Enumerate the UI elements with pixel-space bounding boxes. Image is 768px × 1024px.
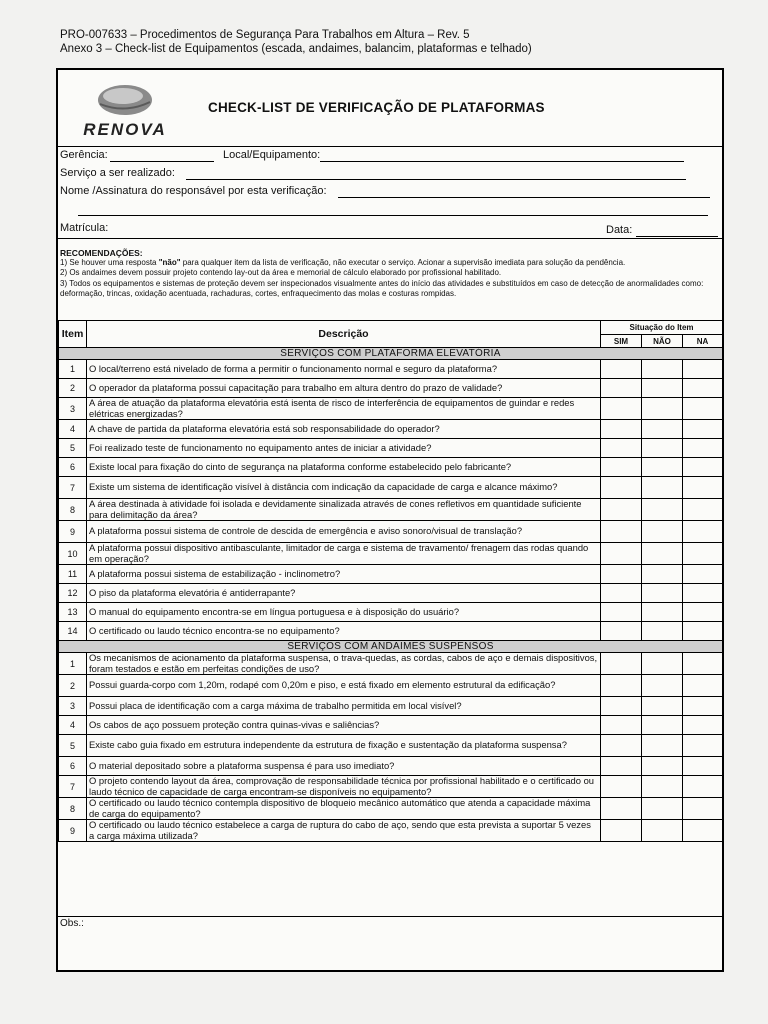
obs-label: Obs.: bbox=[60, 918, 84, 929]
header-line-2: Anexo 3 – Check-list de Equipamentos (escada, andaimes, balancim, plataformas e telhado) bbox=[60, 43, 532, 55]
item-description: Possui placa de identificação com a carga máxima de trabalho permitida em local visível? bbox=[87, 697, 601, 716]
checklist-row bbox=[59, 398, 723, 420]
nao-checkbox[interactable] bbox=[642, 697, 683, 716]
sim-checkbox[interactable] bbox=[601, 757, 642, 776]
checklist-sheet bbox=[56, 68, 724, 972]
nao-checkbox[interactable] bbox=[642, 757, 683, 776]
checklist-row bbox=[59, 757, 723, 776]
nome-field-line-2[interactable] bbox=[78, 215, 708, 216]
data-field[interactable] bbox=[636, 236, 718, 237]
nao-checkbox[interactable] bbox=[642, 798, 683, 820]
checklist-row bbox=[59, 622, 723, 641]
col-sim-header: SIM bbox=[601, 335, 642, 348]
checklist-row bbox=[59, 603, 723, 622]
sim-checkbox[interactable] bbox=[601, 439, 642, 458]
section-2-body bbox=[59, 641, 723, 842]
data-label: Data: bbox=[606, 224, 633, 236]
nao-checkbox[interactable] bbox=[642, 458, 683, 477]
item-number: 10 bbox=[59, 543, 87, 565]
item-description: A área de atuação da plataforma elevatória está isenta de risco de interferência de equipamentos de guindar e redes elétricas energizadas? bbox=[87, 398, 601, 420]
nao-checkbox[interactable] bbox=[642, 379, 683, 398]
na-checkbox[interactable] bbox=[683, 798, 723, 820]
item-number: 3 bbox=[59, 697, 87, 716]
item-description: Os cabos de aço possuem proteção contra quinas-vivas e saliências? bbox=[87, 716, 601, 735]
divider bbox=[58, 916, 722, 917]
sim-checkbox[interactable] bbox=[601, 458, 642, 477]
na-checkbox[interactable] bbox=[683, 420, 723, 439]
nao-checkbox[interactable] bbox=[642, 543, 683, 565]
item-description: A chave de partida da plataforma elevatória está sob responsabilidade do operador? bbox=[87, 420, 601, 439]
item-number: 4 bbox=[59, 716, 87, 735]
nao-checkbox[interactable] bbox=[642, 622, 683, 641]
nao-checkbox[interactable] bbox=[642, 584, 683, 603]
item-number: 14 bbox=[59, 622, 87, 641]
item-description: O material depositado sobre a plataforma suspensa é para uso imediato? bbox=[87, 757, 601, 776]
na-checkbox[interactable] bbox=[683, 716, 723, 735]
servico-field[interactable] bbox=[186, 179, 686, 180]
na-checkbox[interactable] bbox=[683, 697, 723, 716]
checklist-row bbox=[59, 379, 723, 398]
sim-checkbox[interactable] bbox=[601, 360, 642, 379]
item-description: O certificado ou laudo técnico encontra-se no equipamento? bbox=[87, 622, 601, 641]
na-checkbox[interactable] bbox=[683, 543, 723, 565]
header-line-1: PRO-007633 – Procedimentos de Segurança Para Trabalhos em Altura – Rev. 5 bbox=[60, 29, 470, 41]
na-checkbox[interactable] bbox=[683, 499, 723, 521]
item-description: Existe local para fixação do cinto de segurança na plataforma conforme estabelecido pelo fabricante? bbox=[87, 458, 601, 477]
page-title: CHECK-LIST DE VERIFICAÇÃO DE PLATAFORMAS bbox=[208, 100, 545, 115]
sim-checkbox[interactable] bbox=[601, 675, 642, 697]
servico-label: Serviço a ser realizado: bbox=[60, 167, 175, 179]
nao-checkbox[interactable] bbox=[642, 521, 683, 543]
item-description: A plataforma possui sistema de estabilização - inclinometro? bbox=[87, 565, 601, 584]
local-field[interactable] bbox=[320, 161, 684, 162]
item-description: A plataforma possui dispositivo antibasculante, limitador de carga e sistema de travamento/ frenagem das rodas quando em operação? bbox=[87, 543, 601, 565]
item-description: O operador da plataforma possui capacitação para trabalho em altura dentro do prazo de validade? bbox=[87, 379, 601, 398]
divider bbox=[58, 146, 722, 147]
recommendation-2: 2) Os andaimes devem possuir projeto contendo lay-out da área e memorial de cálculo elaborado por profissional habilitado. bbox=[60, 268, 502, 278]
nao-checkbox[interactable] bbox=[642, 716, 683, 735]
recommendations-title: RECOMENDAÇÕES: bbox=[60, 248, 143, 258]
document-header bbox=[60, 28, 532, 56]
na-checkbox[interactable] bbox=[683, 757, 723, 776]
nome-label: Nome /Assinatura do responsável por esta verificação: bbox=[60, 185, 327, 197]
checklist-row bbox=[59, 521, 723, 543]
sim-checkbox[interactable] bbox=[601, 716, 642, 735]
na-checkbox[interactable] bbox=[683, 379, 723, 398]
sim-checkbox[interactable] bbox=[601, 653, 642, 675]
checklist-row bbox=[59, 776, 723, 798]
logo-text: RENOVA bbox=[83, 120, 167, 139]
item-description: A área destinada à atividade foi isolada e devidamente sinalizada através de cones refletivos em quantidade suficiente para delimitação da área? bbox=[87, 499, 601, 521]
gerencia-field[interactable] bbox=[110, 161, 214, 162]
na-checkbox[interactable] bbox=[683, 603, 723, 622]
item-number: 8 bbox=[59, 798, 87, 820]
item-number: 5 bbox=[59, 735, 87, 757]
divider bbox=[58, 238, 722, 239]
checklist-row bbox=[59, 565, 723, 584]
checklist-row bbox=[59, 499, 723, 521]
na-checkbox[interactable] bbox=[683, 398, 723, 420]
nao-checkbox[interactable] bbox=[642, 398, 683, 420]
checklist-row bbox=[59, 420, 723, 439]
sim-checkbox[interactable] bbox=[601, 420, 642, 439]
item-number: 6 bbox=[59, 757, 87, 776]
item-number: 7 bbox=[59, 477, 87, 499]
nao-checkbox[interactable] bbox=[642, 735, 683, 757]
col-na-header: NA bbox=[683, 335, 723, 348]
sim-checkbox[interactable] bbox=[601, 603, 642, 622]
item-number: 7 bbox=[59, 776, 87, 798]
item-description: O piso da plataforma elevatória é antiderrapante? bbox=[87, 584, 601, 603]
na-checkbox[interactable] bbox=[683, 776, 723, 798]
item-number: 2 bbox=[59, 675, 87, 697]
sim-checkbox[interactable] bbox=[601, 697, 642, 716]
item-description: O certificado ou laudo técnico contempla dispositivo de bloqueio mecânico automático que atenda a capacidade máxima de carga do equipamento? bbox=[87, 798, 601, 820]
na-checkbox[interactable] bbox=[683, 565, 723, 584]
na-checkbox[interactable] bbox=[683, 653, 723, 675]
recommendation-1-text-end: para qualquer item da lista de verificação, não executar o serviço. Acionar a supervisão imediata para solução da pendência. bbox=[180, 258, 626, 268]
nome-field[interactable] bbox=[338, 197, 710, 198]
col-nao-header: NÃO bbox=[642, 335, 683, 348]
col-item-header: Item bbox=[59, 321, 87, 348]
item-number: 9 bbox=[59, 521, 87, 543]
item-description: Os mecanismos de acionamento da plataforma suspensa, o trava-quedas, as cordas, cabos de aço e demais dispositivos, foram testados e estão em perfeitas condições de uso? bbox=[87, 653, 601, 675]
sim-checkbox[interactable] bbox=[601, 776, 642, 798]
na-checkbox[interactable] bbox=[683, 820, 723, 842]
item-number: 9 bbox=[59, 820, 87, 842]
sim-checkbox[interactable] bbox=[601, 565, 642, 584]
item-number: 6 bbox=[59, 458, 87, 477]
na-checkbox[interactable] bbox=[683, 521, 723, 543]
item-description: O certificado ou laudo técnico estabelece a carga de ruptura do cabo de aço, sendo que esta prevista a suportar 5 vezes a carga máxima utilizada? bbox=[87, 820, 601, 842]
renova-logo-icon bbox=[62, 78, 188, 122]
item-number: 1 bbox=[59, 653, 87, 675]
checklist-row bbox=[59, 716, 723, 735]
checklist-row bbox=[59, 360, 723, 379]
nao-checkbox[interactable] bbox=[642, 776, 683, 798]
item-number: 8 bbox=[59, 499, 87, 521]
item-description: O projeto contendo layout da área, comprovação de responsabilidade técnica por profissional habilitado e o certificado ou laudo técnico de capacidade de carga encontram-se disponíveis no equipamento? bbox=[87, 776, 601, 798]
col-situacao-header: Situação do Item bbox=[601, 321, 723, 335]
checklist-row bbox=[59, 820, 723, 842]
recommendations bbox=[60, 248, 722, 299]
item-number: 12 bbox=[59, 584, 87, 603]
checklist-row bbox=[59, 675, 723, 697]
sim-checkbox[interactable] bbox=[601, 379, 642, 398]
na-checkbox[interactable] bbox=[683, 622, 723, 641]
checklist-row bbox=[59, 653, 723, 675]
na-checkbox[interactable] bbox=[683, 458, 723, 477]
item-description: Possui guarda-corpo com 1,20m, rodapé com 0,20m e piso, e está fixado em elemento estrutural da edificação? bbox=[87, 675, 601, 697]
item-description: O manual do equipamento encontra-se em língua portuguesa e à disposição do usuário? bbox=[87, 603, 601, 622]
item-description: Foi realizado teste de funcionamento no equipamento antes de iniciar a atividade? bbox=[87, 439, 601, 458]
na-checkbox[interactable] bbox=[683, 439, 723, 458]
checklist-row bbox=[59, 697, 723, 716]
recommendation-1 bbox=[60, 258, 722, 268]
checklist-row bbox=[59, 458, 723, 477]
recommendation-1-text: 1) Se houver uma resposta bbox=[60, 258, 159, 268]
nao-checkbox[interactable] bbox=[642, 360, 683, 379]
section-2-title: SERVIÇOS COM ANDAIMES SUSPENSOS bbox=[59, 641, 723, 653]
item-number: 3 bbox=[59, 398, 87, 420]
na-checkbox[interactable] bbox=[683, 675, 723, 697]
nao-checkbox[interactable] bbox=[642, 675, 683, 697]
matricula-label: Matrícula: bbox=[60, 222, 109, 234]
checklist-row bbox=[59, 735, 723, 757]
na-checkbox[interactable] bbox=[683, 584, 723, 603]
sim-checkbox[interactable] bbox=[601, 499, 642, 521]
item-description: A plataforma possui sistema de controle de descida de emergência e aviso sonoro/visual de translação? bbox=[87, 521, 601, 543]
item-description: Existe um sistema de identificação visível à distância com indicação da capacidade de carga e alcance máximo? bbox=[87, 477, 601, 499]
sim-checkbox[interactable] bbox=[601, 798, 642, 820]
checklist-row bbox=[59, 543, 723, 565]
recommendation-3: 3) Todos os equipamentos e sistemas de proteção devem ser inspecionados visualmente antes do início das atividades e substituídos em caso de detecção de anormalidades como: deformação, trincas, oxidação acentuada, rachaduras, cortes, enfraquecimento das molas e costuras rompidas. bbox=[60, 278, 704, 298]
na-checkbox[interactable] bbox=[683, 735, 723, 757]
gerencia-label: Gerência: bbox=[60, 149, 108, 161]
item-description: O local/terreno está nivelado de forma a permitir o funcionamento normal e seguro da plataforma? bbox=[87, 360, 601, 379]
sim-checkbox[interactable] bbox=[601, 735, 642, 757]
sim-checkbox[interactable] bbox=[601, 543, 642, 565]
nao-checkbox[interactable] bbox=[642, 499, 683, 521]
item-number: 4 bbox=[59, 420, 87, 439]
checklist-row bbox=[59, 798, 723, 820]
nao-checkbox[interactable] bbox=[642, 565, 683, 584]
sim-checkbox[interactable] bbox=[601, 477, 642, 499]
item-number: 5 bbox=[59, 439, 87, 458]
checklist-row bbox=[59, 584, 723, 603]
col-desc-header: Descrição bbox=[87, 321, 601, 348]
item-number: 1 bbox=[59, 360, 87, 379]
recommendation-1-emphasis: "não" bbox=[158, 258, 181, 268]
local-label: Local/Equipamento: bbox=[223, 149, 321, 161]
nao-checkbox[interactable] bbox=[642, 439, 683, 458]
nao-checkbox[interactable] bbox=[642, 477, 683, 499]
section-1-title: SERVIÇOS COM PLATAFORMA ELEVATÓRIA bbox=[59, 348, 723, 360]
sim-checkbox[interactable] bbox=[601, 521, 642, 543]
checklist-table bbox=[58, 320, 723, 842]
sim-checkbox[interactable] bbox=[601, 622, 642, 641]
sim-checkbox[interactable] bbox=[601, 820, 642, 842]
sim-checkbox[interactable] bbox=[601, 584, 642, 603]
item-number: 11 bbox=[59, 565, 87, 584]
item-number: 2 bbox=[59, 379, 87, 398]
na-checkbox[interactable] bbox=[683, 477, 723, 499]
nao-checkbox[interactable] bbox=[642, 420, 683, 439]
item-number: 13 bbox=[59, 603, 87, 622]
sim-checkbox[interactable] bbox=[601, 398, 642, 420]
checklist-row bbox=[59, 477, 723, 499]
renova-logo bbox=[62, 78, 188, 144]
nao-checkbox[interactable] bbox=[642, 653, 683, 675]
na-checkbox[interactable] bbox=[683, 360, 723, 379]
item-description: Existe cabo guia fixado em estrutura independente da estrutura de fixação e sustentação da plataforma suspensa? bbox=[87, 735, 601, 757]
section-1-body bbox=[59, 348, 723, 641]
checklist-row bbox=[59, 439, 723, 458]
nao-checkbox[interactable] bbox=[642, 603, 683, 622]
nao-checkbox[interactable] bbox=[642, 820, 683, 842]
